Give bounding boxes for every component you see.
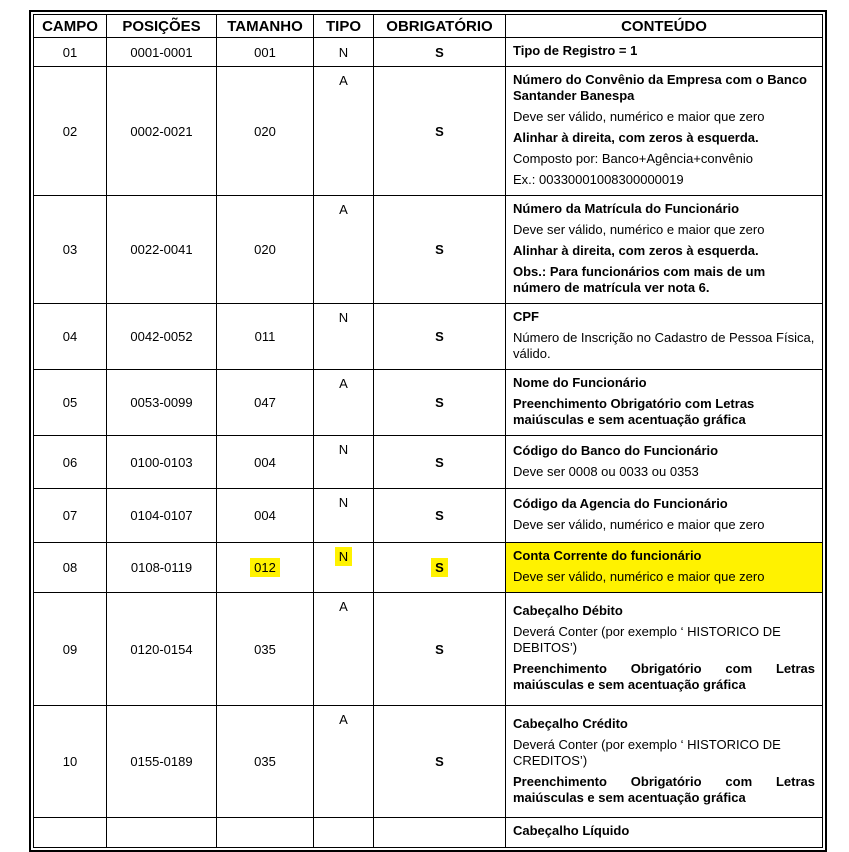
content-line: Obs.: Para funcionários com mais de um número de matrícula ver nota 6. bbox=[513, 264, 766, 295]
cell-tam-text: 035 bbox=[254, 754, 276, 769]
cell-obr bbox=[374, 370, 506, 436]
cell-pos bbox=[107, 543, 217, 593]
cell-conteudo bbox=[506, 593, 823, 706]
layout-table-frame bbox=[29, 10, 827, 852]
cell-campo bbox=[34, 706, 107, 818]
content-line: Conta Corrente do funcionário bbox=[513, 548, 702, 563]
cell-pos-text: 0155-0189 bbox=[130, 754, 193, 769]
cell-tam-text: 001 bbox=[254, 44, 276, 60]
table-row bbox=[34, 489, 823, 543]
content-line: Deve ser válido, numérico e maior que zero bbox=[513, 222, 765, 237]
content-line: Nome do Funcionário bbox=[513, 375, 647, 390]
cell-campo bbox=[34, 489, 107, 543]
cell-tipo-text: N bbox=[338, 44, 349, 60]
cell-obr-text: S bbox=[435, 641, 444, 657]
cell-campo-text: 02 bbox=[62, 123, 78, 139]
cell-conteudo bbox=[506, 489, 823, 543]
cell-tam bbox=[217, 706, 314, 818]
cell-pos-text: 0001-0001 bbox=[130, 44, 193, 60]
cell-campo bbox=[34, 436, 107, 489]
cell-obr-text: S bbox=[435, 754, 444, 769]
cell-tipo-text: A bbox=[339, 376, 348, 391]
cell-tipo-text: A bbox=[339, 599, 348, 614]
content-line: Deverá Conter (por exemplo ‘ HISTORICO DE DEBITOS’) bbox=[513, 624, 781, 655]
cell-tam bbox=[217, 593, 314, 706]
cell-pos bbox=[107, 67, 217, 196]
cell-pos bbox=[107, 370, 217, 436]
cell-tipo-text: A bbox=[339, 202, 348, 217]
content-line: Número do Convênio da Empresa com o Banco Santander Banespa bbox=[513, 72, 807, 103]
table-row bbox=[34, 67, 823, 196]
table-row bbox=[34, 818, 823, 848]
cell-tipo bbox=[314, 543, 374, 593]
cell-obr bbox=[374, 818, 506, 848]
cell-tipo bbox=[314, 593, 374, 706]
column-header: CAMPO bbox=[34, 15, 107, 38]
cell-obr-text: S bbox=[431, 558, 448, 577]
cell-tam bbox=[217, 38, 314, 67]
cell-conteudo bbox=[506, 818, 823, 848]
cell-pos-text: 0108-0119 bbox=[130, 560, 193, 575]
table-row bbox=[34, 543, 823, 593]
cell-tipo bbox=[314, 304, 374, 370]
cell-campo-text: 05 bbox=[62, 395, 78, 410]
content-line: Deve ser válido, numérico e maior que zero bbox=[513, 109, 765, 124]
cell-tipo bbox=[314, 818, 374, 848]
content-line: Preenchimento Obrigatório com Letras maiúsculas e sem acentuação gráfica bbox=[513, 396, 755, 427]
cell-obr bbox=[374, 67, 506, 196]
cell-tipo bbox=[314, 67, 374, 196]
cell-obr-text: S bbox=[435, 44, 444, 60]
content-line: Código do Banco do Funcionário bbox=[513, 442, 719, 458]
layout-table bbox=[33, 14, 823, 848]
cell-campo bbox=[34, 38, 107, 67]
cell-campo bbox=[34, 196, 107, 304]
cell-campo-text: 01 bbox=[62, 44, 78, 60]
cell-campo-text: 06 bbox=[62, 454, 78, 470]
cell-pos-text: 0042-0052 bbox=[130, 329, 193, 344]
cell-conteudo bbox=[506, 370, 823, 436]
content-line: Composto por: Banco+Agência+convênio bbox=[513, 151, 753, 166]
cell-pos-text: 0104-0107 bbox=[130, 508, 193, 523]
cell-tam-text: 004 bbox=[254, 508, 276, 523]
cell-tipo bbox=[314, 489, 374, 543]
column-header: OBRIGATÓRIO bbox=[374, 15, 506, 38]
content-line: Alinhar à direita, com zeros à esquerda. bbox=[513, 130, 759, 145]
content-line: Número de Inscrição no Cadastro de Pessoa Física, válido. bbox=[513, 330, 815, 361]
cell-obr-text: S bbox=[435, 454, 444, 470]
cell-campo bbox=[34, 304, 107, 370]
content-line: Número da Matrícula do Funcionário bbox=[513, 201, 740, 216]
cell-pos bbox=[107, 489, 217, 543]
cell-obr bbox=[374, 706, 506, 818]
cell-pos-text: 0120-0154 bbox=[130, 641, 193, 657]
content-line: Deverá Conter (por exemplo ‘ HISTORICO DE CREDITOS’) bbox=[513, 736, 781, 768]
cell-conteudo bbox=[506, 543, 823, 593]
cell-obr bbox=[374, 304, 506, 370]
cell-tipo bbox=[314, 436, 374, 489]
content-line: Preenchimento Obrigatório com Letras maiúsculas e sem acentuação gráfica bbox=[513, 661, 815, 692]
cell-conteudo bbox=[506, 196, 823, 304]
table-row bbox=[34, 436, 823, 489]
cell-pos bbox=[107, 593, 217, 706]
cell-tam-text: 011 bbox=[254, 329, 276, 344]
cell-pos-text: 0053-0099 bbox=[130, 395, 193, 410]
content-line: Tipo de Registro = 1 bbox=[513, 43, 638, 58]
cell-pos-text: 0022-0041 bbox=[130, 242, 193, 257]
header-row bbox=[34, 15, 823, 38]
column-header: POSIÇÕES bbox=[107, 15, 217, 38]
content-line: Deve ser válido, numérico e maior que zero bbox=[513, 517, 765, 532]
cell-pos bbox=[107, 196, 217, 304]
cell-obr-text: S bbox=[435, 329, 444, 344]
cell-obr bbox=[374, 593, 506, 706]
cell-campo-text: 04 bbox=[62, 329, 78, 344]
cell-tam-text: 047 bbox=[254, 395, 276, 410]
cell-pos bbox=[107, 818, 217, 848]
cell-obr-text: S bbox=[435, 242, 444, 257]
cell-tam-text: 012 bbox=[250, 558, 280, 577]
cell-tipo-text: A bbox=[339, 712, 348, 727]
cell-conteudo bbox=[506, 706, 823, 818]
cell-pos bbox=[107, 304, 217, 370]
cell-obr bbox=[374, 436, 506, 489]
content-line: Preenchimento Obrigatório com Letras maiúsculas e sem acentuação gráfica bbox=[513, 773, 815, 805]
table-row bbox=[34, 593, 823, 706]
cell-obr bbox=[374, 489, 506, 543]
content-line: Código da Agencia do Funcionário bbox=[513, 496, 728, 511]
cell-campo-text: 03 bbox=[62, 242, 78, 257]
column-header: CONTEÚDO bbox=[506, 15, 823, 38]
content-line: Alinhar à direita, com zeros à esquerda. bbox=[513, 243, 759, 258]
cell-obr-text: S bbox=[435, 508, 444, 523]
content-line: Deve ser 0008 ou 0033 ou 0353 bbox=[513, 463, 699, 479]
cell-obr-text: S bbox=[435, 123, 444, 139]
cell-tipo bbox=[314, 38, 374, 67]
table-row bbox=[34, 370, 823, 436]
cell-campo bbox=[34, 818, 107, 848]
cell-campo-text: 09 bbox=[62, 641, 78, 657]
cell-tipo bbox=[314, 196, 374, 304]
content-line: Ex.: 00330001008300000019 bbox=[513, 172, 684, 187]
cell-pos bbox=[107, 436, 217, 489]
cell-tam bbox=[217, 818, 314, 848]
cell-tam bbox=[217, 543, 314, 593]
cell-pos-text: 0100-0103 bbox=[130, 454, 193, 470]
cell-campo bbox=[34, 543, 107, 593]
cell-tam bbox=[217, 304, 314, 370]
column-header: TIPO bbox=[314, 15, 374, 38]
cell-obr bbox=[374, 38, 506, 67]
content-line: Deve ser válido, numérico e maior que zero bbox=[513, 569, 765, 584]
cell-tam bbox=[217, 489, 314, 543]
cell-pos bbox=[107, 706, 217, 818]
cell-tam-text: 020 bbox=[254, 123, 276, 139]
cell-tam-text: 020 bbox=[254, 242, 276, 257]
table-row bbox=[34, 38, 823, 67]
cell-campo-text: 08 bbox=[62, 560, 78, 575]
cell-tam bbox=[217, 196, 314, 304]
cell-pos bbox=[107, 38, 217, 67]
content-line: Cabeçalho Crédito bbox=[513, 715, 628, 731]
cell-tam bbox=[217, 436, 314, 489]
content-line: CPF bbox=[513, 309, 539, 324]
content-line: Cabeçalho Débito bbox=[513, 603, 623, 618]
cell-tipo-text: N bbox=[338, 495, 349, 510]
cell-campo-text: 07 bbox=[62, 508, 78, 523]
cell-tam-text: 004 bbox=[254, 454, 276, 470]
cell-conteudo bbox=[506, 436, 823, 489]
cell-obr bbox=[374, 543, 506, 593]
content-line: Cabeçalho Líquido bbox=[513, 823, 630, 838]
cell-conteudo bbox=[506, 38, 823, 67]
cell-conteudo bbox=[506, 304, 823, 370]
cell-tam-text: 035 bbox=[254, 641, 276, 657]
cell-obr bbox=[374, 196, 506, 304]
cell-tipo bbox=[314, 370, 374, 436]
cell-conteudo bbox=[506, 67, 823, 196]
cell-pos-text: 0002-0021 bbox=[130, 123, 193, 139]
table-row bbox=[34, 304, 823, 370]
cell-tipo-text: A bbox=[339, 73, 348, 88]
cell-tipo-text: N bbox=[338, 442, 349, 457]
cell-campo bbox=[34, 67, 107, 196]
cell-tipo-text: N bbox=[335, 547, 352, 566]
cell-campo bbox=[34, 370, 107, 436]
cell-campo bbox=[34, 593, 107, 706]
column-header: TAMANHO bbox=[217, 15, 314, 38]
cell-tipo bbox=[314, 706, 374, 818]
cell-tam bbox=[217, 370, 314, 436]
cell-obr-text: S bbox=[435, 395, 444, 410]
cell-tam bbox=[217, 67, 314, 196]
table-row bbox=[34, 706, 823, 818]
table-row bbox=[34, 196, 823, 304]
cell-campo-text: 10 bbox=[62, 754, 78, 769]
cell-tipo-text: N bbox=[338, 310, 349, 325]
